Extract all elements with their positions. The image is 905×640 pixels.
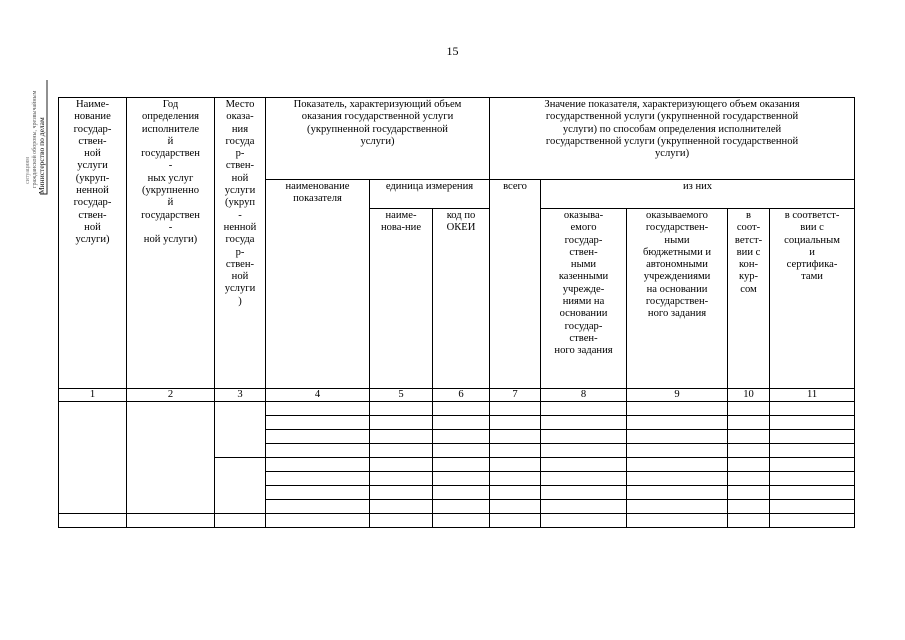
blank-cell — [770, 514, 855, 528]
blank-cell — [59, 514, 127, 528]
blank-cell — [541, 514, 627, 528]
column-number: 1 — [59, 389, 127, 402]
blank-cell — [627, 472, 728, 486]
header-competition: в соот- ветст- вии с кон- кур- сом — [728, 209, 770, 389]
blank-cell — [728, 444, 770, 458]
stamp-line-1: Министерство по делам — [37, 117, 46, 194]
blank-cell — [370, 444, 433, 458]
blank-cell — [266, 458, 370, 472]
blank-cell — [728, 500, 770, 514]
blank-cell — [770, 472, 855, 486]
table-row — [59, 402, 855, 416]
blank-cell — [490, 472, 541, 486]
blank-cell — [627, 458, 728, 472]
header-value-group: Значение показателя, характеризующего объем оказания государственной услуги (укрупненной государственной услуги) по способам определения исполнителей государственной услуги (укрупненной государственной услуги) — [490, 98, 855, 180]
blank-cell — [127, 514, 215, 528]
blank-cell — [433, 458, 490, 472]
header-indicator-name: наименование показателя — [266, 180, 370, 389]
blank-cell — [370, 472, 433, 486]
blank-cell — [266, 514, 370, 528]
blank-cell — [728, 430, 770, 444]
blank-cell — [433, 402, 490, 416]
blank-cell — [627, 444, 728, 458]
blank-cell — [770, 430, 855, 444]
blank-cell — [370, 430, 433, 444]
blank-cell — [490, 514, 541, 528]
blank-cell — [728, 486, 770, 500]
blank-cell — [370, 500, 433, 514]
header-service-name: Наиме- нование государ- ствен- ной услуги (укруп- ненной государ- ствен- ной услуги) — [59, 98, 127, 389]
header-place: Место оказа- ния госуда р- ствен- ной услуги (укруп - ненной госуда р- ствен- ной услуги ) — [215, 98, 266, 389]
header-social-certificates: в соответст- вии с социальным и сертифика- тами — [770, 209, 855, 389]
column-number: 5 — [370, 389, 433, 402]
blank-cell — [433, 430, 490, 444]
blank-cell — [770, 416, 855, 430]
column-number: 10 — [728, 389, 770, 402]
blank-cell — [490, 430, 541, 444]
header-year: Год определения исполнителе й государствен - ных услуг (укрупненно й государствен - ной услуги) — [127, 98, 215, 389]
header-total: всего — [490, 180, 541, 389]
blank-cell — [266, 500, 370, 514]
blank-cell — [627, 486, 728, 500]
blank-cell — [627, 402, 728, 416]
blank-cell — [433, 514, 490, 528]
blank-cell — [627, 500, 728, 514]
page-number: 15 — [446, 44, 459, 58]
blank-cell — [433, 416, 490, 430]
blank-cell — [770, 444, 855, 458]
column-number: 7 — [490, 389, 541, 402]
blank-cell — [541, 472, 627, 486]
blank-cell — [266, 402, 370, 416]
stamp-icon — [10, 78, 50, 196]
blank-cell — [370, 514, 433, 528]
blank-year-cell — [127, 402, 215, 514]
service-volume-table — [58, 97, 855, 528]
blank-cell — [490, 444, 541, 458]
header-okei-code: код по ОКЕИ — [433, 209, 490, 389]
ministry-stamp — [10, 78, 50, 196]
blank-place-cell — [215, 402, 266, 458]
blank-cell — [490, 458, 541, 472]
blank-cell — [541, 458, 627, 472]
header-state-institutions: оказыва- емого государ- ствен- ными казенными учрежде- ниями на основании государ- ствен- ного задания — [541, 209, 627, 389]
blank-cell — [541, 416, 627, 430]
blank-cell — [266, 486, 370, 500]
blank-cell — [728, 402, 770, 416]
column-numbers-row — [59, 389, 855, 402]
stamp-line-3: ситуациям — [25, 157, 31, 184]
blank-cell — [433, 486, 490, 500]
blank-cell — [370, 416, 433, 430]
blank-cell — [541, 430, 627, 444]
blank-cell — [728, 458, 770, 472]
column-number: 8 — [541, 389, 627, 402]
column-number: 6 — [433, 389, 490, 402]
header-indicator-group: Показатель, характеризующий объем оказания государственной услуги (укрупненной государственной услуги) — [266, 98, 490, 180]
header-unit-name: наиме- нова-ние — [370, 209, 433, 389]
blank-cell — [541, 444, 627, 458]
blank-cell — [627, 430, 728, 444]
blank-cell — [770, 500, 855, 514]
blank-service-name-cell — [59, 402, 127, 514]
column-number: 4 — [266, 389, 370, 402]
column-number: 11 — [770, 389, 855, 402]
blank-cell — [770, 458, 855, 472]
blank-cell — [728, 472, 770, 486]
column-number: 2 — [127, 389, 215, 402]
blank-cell — [266, 472, 370, 486]
column-number: 9 — [627, 389, 728, 402]
blank-cell — [770, 402, 855, 416]
table-row — [59, 514, 855, 528]
blank-cell — [370, 402, 433, 416]
blank-cell — [433, 500, 490, 514]
blank-cell — [490, 486, 541, 500]
blank-cell — [541, 486, 627, 500]
column-number: 3 — [215, 389, 266, 402]
header-budget-institutions: оказываемого государствен- ными бюджетными и автономными учреждениями на основании государствен- ного задания — [627, 209, 728, 389]
blank-cell — [490, 416, 541, 430]
blank-cell — [433, 444, 490, 458]
blank-cell — [370, 458, 433, 472]
blank-cell — [728, 514, 770, 528]
blank-cell — [370, 486, 433, 500]
blank-cell — [490, 500, 541, 514]
blank-cell — [627, 514, 728, 528]
blank-cell — [215, 514, 266, 528]
blank-cell — [266, 430, 370, 444]
blank-cell — [433, 472, 490, 486]
header-of-which: из них — [541, 180, 855, 209]
blank-cell — [627, 416, 728, 430]
blank-cell — [541, 402, 627, 416]
blank-cell — [490, 402, 541, 416]
blank-cell — [266, 444, 370, 458]
stamp-line-2: гражданской обороны, чрезвычайным — [32, 90, 38, 188]
blank-cell — [541, 500, 627, 514]
blank-cell — [266, 416, 370, 430]
header-unit-group: единица измерения — [370, 180, 490, 209]
blank-cell — [770, 486, 855, 500]
blank-cell — [728, 416, 770, 430]
blank-place-cell — [215, 458, 266, 514]
